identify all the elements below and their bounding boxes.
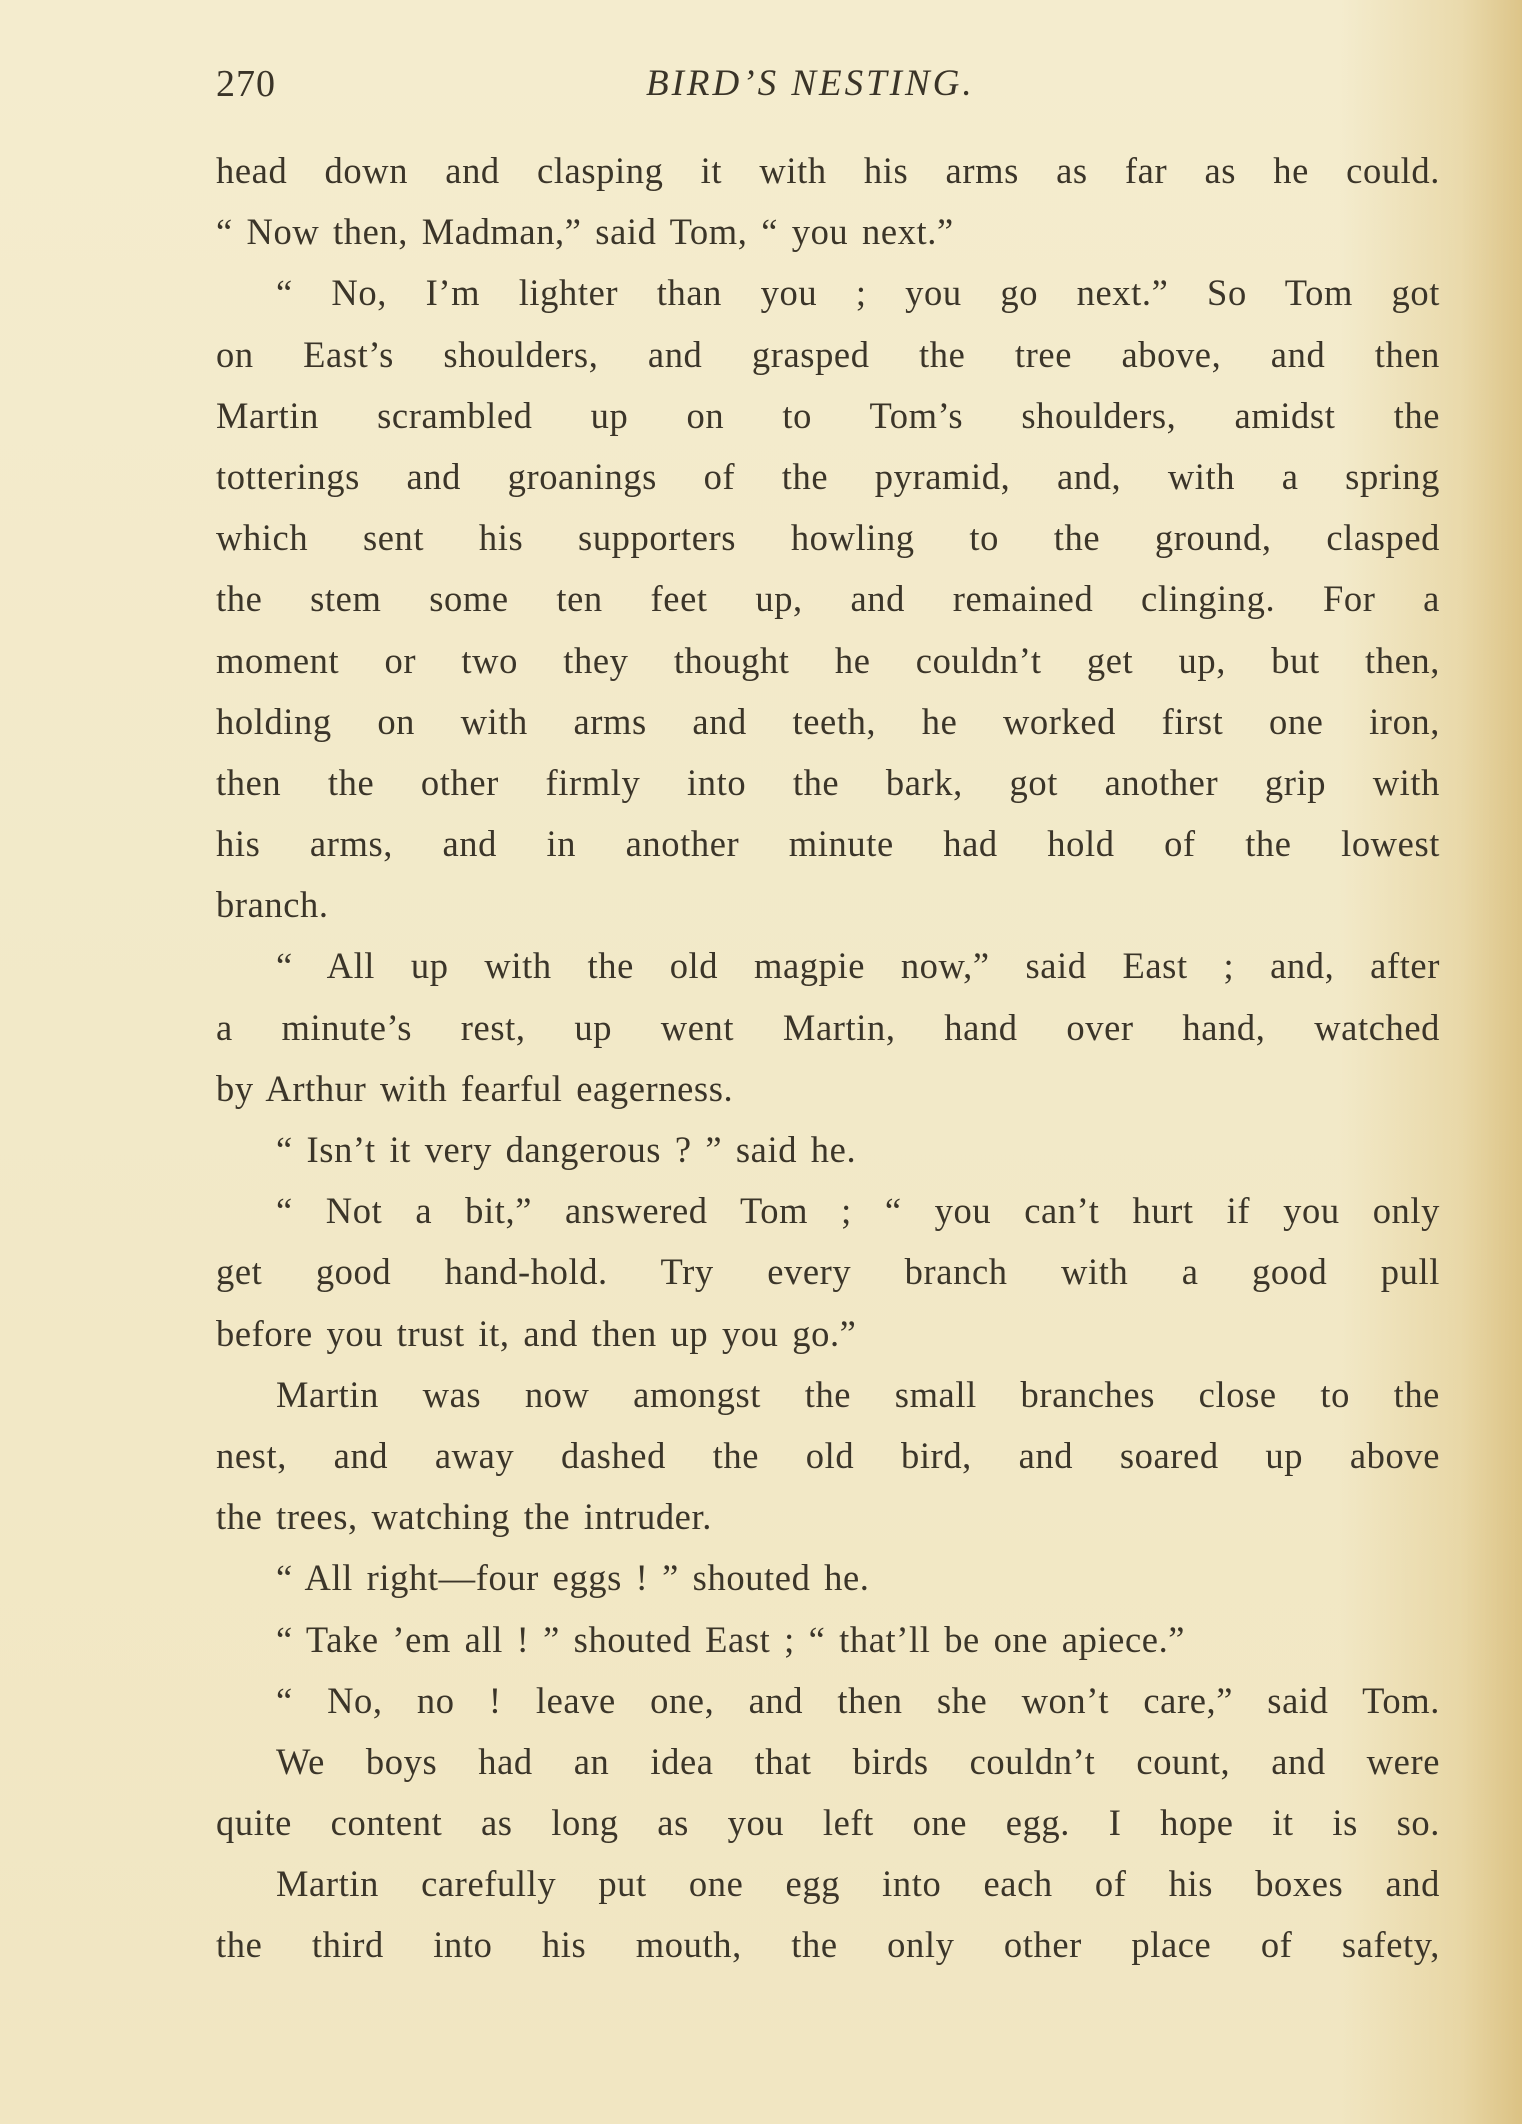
text-line: Martin was now amongst the small branches close to the bbox=[276, 1373, 1440, 1415]
body-text bbox=[216, 140, 1440, 1976]
text-line: head down and clasping it with his arms as far as he could. bbox=[216, 150, 1440, 191]
running-head bbox=[216, 62, 1440, 118]
text-line: Martin scrambled up on to Tom’s shoulders, amidst the bbox=[216, 394, 1440, 436]
text-line: “ No, no ! leave one, and then she won’t care,” said Tom. bbox=[276, 1679, 1440, 1721]
text-line: the trees, watching the intruder. bbox=[216, 1496, 712, 1538]
text-line: quite content as long as you left one egg. I hope it is so. bbox=[216, 1802, 1440, 1844]
text-line: the stem some ten feet up, and remained clinging. For a bbox=[216, 578, 1440, 620]
text-line: which sent his supporters howling to the ground, clasped bbox=[216, 517, 1440, 559]
text-line: “ All up with the old magpie now,” said East ; and, after bbox=[276, 945, 1440, 987]
text-line: totterings and groanings of the pyramid, and, with a spring bbox=[216, 455, 1440, 497]
text-line: then the other firmly into the bark, got another grip with bbox=[216, 761, 1440, 803]
text-line: Martin carefully put one egg into each of his boxes and bbox=[276, 1863, 1440, 1905]
text-line: holding on with arms and teeth, he worked first one iron, bbox=[216, 700, 1440, 742]
text-line: his arms, and in another minute had hold of the lowest bbox=[216, 823, 1440, 865]
text-line: the third into his mouth, the only other place of safety, bbox=[216, 1924, 1440, 1966]
text-line: nest, and away dashed the old bird, and soared up above bbox=[216, 1434, 1440, 1476]
text-line: “ All right—four eggs ! ” shouted he. bbox=[276, 1557, 870, 1599]
text-line: on East’s shoulders, and grasped the tree above, and then bbox=[216, 333, 1440, 375]
text-line: “ No, I’m lighter than you ; you go next.” So Tom got bbox=[276, 272, 1440, 314]
text-line: branch. bbox=[216, 884, 329, 926]
text-line: “ Now then, Madman,” said Tom, “ you next.” bbox=[216, 211, 954, 253]
text-line: by Arthur with fearful eagerness. bbox=[216, 1067, 734, 1109]
page-number: 270 bbox=[216, 63, 276, 105]
text-line: “ Not a bit,” answered Tom ; “ you can’t hurt if you only bbox=[276, 1190, 1440, 1232]
text-line: before you trust it, and then up you go.” bbox=[216, 1312, 857, 1354]
text-line: “ Isn’t it very dangerous ? ” said he. bbox=[276, 1129, 857, 1170]
running-title: BIRD’S NESTING. bbox=[646, 63, 975, 104]
text-line: moment or two they thought he couldn’t get up, but then, bbox=[216, 639, 1440, 681]
text-line: “ Take ’em all ! ” shouted East ; “ that’ll be one apiece.” bbox=[276, 1618, 1186, 1660]
text-line: We boys had an idea that birds couldn’t count, and were bbox=[276, 1740, 1440, 1782]
text-line: a minute’s rest, up went Martin, hand over hand, watched bbox=[216, 1006, 1440, 1048]
text-line: get good hand-hold. Try every branch with a good pull bbox=[216, 1251, 1440, 1293]
